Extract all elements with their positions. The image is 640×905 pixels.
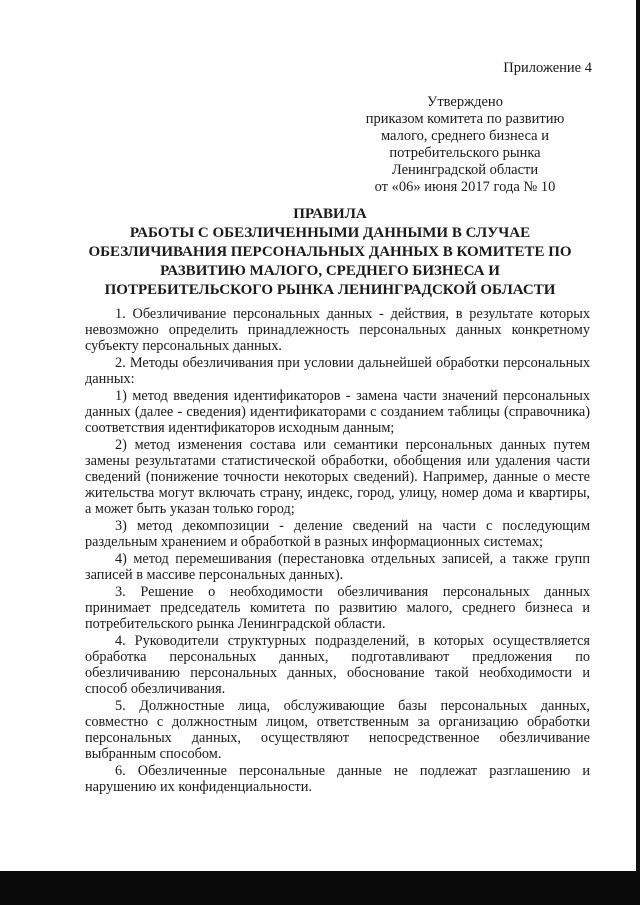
title-line: ПОТРЕБИТЕЛЬСКОГО РЫНКА ЛЕНИНГРАДСКОЙ ОБЛАСТИ [104,282,556,298]
appendix-label: Приложение 4 [503,60,592,76]
paragraph: 2) метод изменения состава или семантики персональных данных путем замены результатами статистической обработки, обобщения или удаления части сведений (понижение точности некоторых сведений). Например, данные о месте жительства могут включать страну, индекс, город, улицу, номер дома и квартиры, а может быть указан только город; [85,437,590,517]
title-line: ОБЕЗЛИЧИВАНИЯ ПЕРСОНАЛЬНЫХ ДАННЫХ В КОМИТЕТЕ ПО [88,244,572,260]
document-title [60,205,600,300]
approval-line: приказом комитета по развитию [365,111,565,127]
approval-block [350,94,580,196]
paragraph: 4) метод перемешивания (перестановка отдельных записей, а также групп записей в массиве персональных данных). [85,551,590,583]
paragraph: 4. Руководители структурных подразделений, в которых осуществляется обработка персональных данных, подготавливают предложения по обезличиванию персональных данных, обоснование такой необходимости и способ обезличивания. [85,633,590,697]
title-line: РАБОТЫ С ОБЕЗЛИЧЕННЫМИ ДАННЫМИ В СЛУЧАЕ [129,225,531,241]
title-line: РАЗВИТИЮ МАЛОГО, СРЕДНЕГО БИЗНЕСА И [160,263,500,279]
approval-line: Ленинградской области [391,162,539,178]
paragraph: 2. Методы обезличивания при условии дальнейшей обработки персональных данных: [85,355,590,387]
paragraph: 3) метод декомпозиции - деление сведений на части с последующим раздельным хранением и обработкой в разных информационных системах; [85,518,590,550]
approval-line: потребительского рынка [389,145,541,161]
scan-border-bottom [0,871,640,905]
paragraph: 3. Решение о необходимости обезличивания персональных данных принимает председатель комитета по развитию малого, среднего бизнеса и потребительского рынка Ленинградской области. [85,584,590,632]
scan-border-right [636,0,640,905]
paragraph: 1. Обезличивание персональных данных - действия, в результате которых невозможно определить принадлежность персональных данных конкретному субъекту персональных данных. [85,306,590,354]
paragraph: 1) метод введения идентификаторов - замена части значений персональных данных (далее - сведения) идентификаторами с созданием таблицы (справочника) соответствия идентификаторов исходным данным; [85,388,590,436]
paragraph: 5. Должностные лица, обслуживающие базы персональных данных, совместно с должностным лицом, ответственным за организацию обработки персональных данных, осуществляют непосредственное обезличивание выбранным способом. [85,698,590,762]
title-line: ПРАВИЛА [293,206,367,222]
approval-line: Утверждено [427,94,503,110]
document-body [85,306,590,796]
paragraph: 6. Обезличенные персональные данные не подлежат разглашению и нарушению их конфиденциальности. [85,763,590,795]
approval-line: малого, среднего бизнеса и [380,128,550,144]
approval-line: от «06» июня 2017 года № 10 [374,179,556,195]
